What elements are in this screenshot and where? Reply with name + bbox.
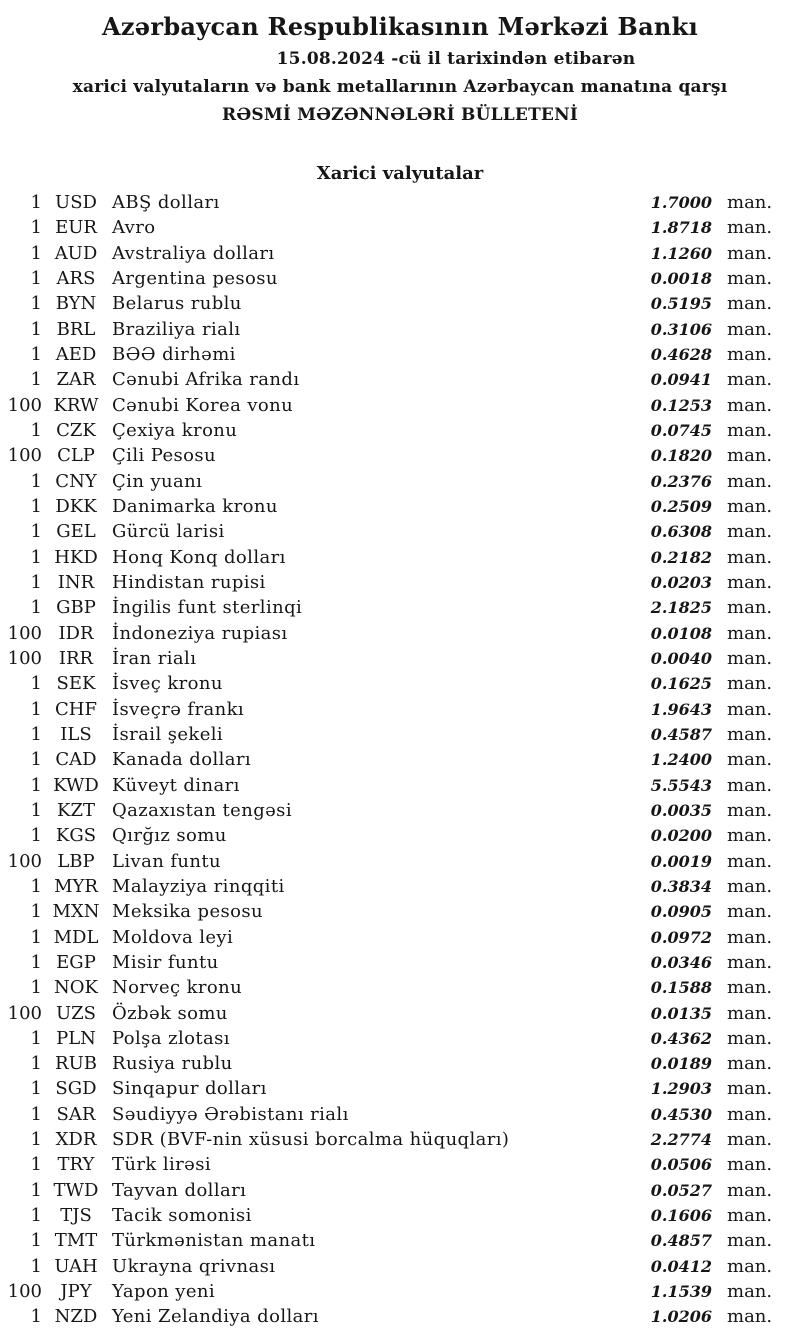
rate-row (0, 1001, 800, 1026)
currency-name-cell: Hindistan rupisi (112, 571, 266, 593)
unit-cell: man. (727, 419, 773, 441)
rate-row (0, 342, 800, 367)
currency-code-cell: BRL (56, 318, 96, 340)
currency-code-cell: LBP (57, 850, 95, 872)
rate-row (0, 494, 800, 519)
quantity-cell: 1 (30, 673, 42, 695)
currency-code-cell: TMT (54, 1230, 98, 1252)
unit-cell: man. (727, 774, 773, 796)
currency-name-cell: Tacik somonisi (112, 1205, 252, 1227)
rate-row (0, 697, 800, 722)
rate-value-cell: 1.1260 (650, 243, 712, 263)
currency-code-cell: KRW (53, 394, 99, 416)
quantity-cell: 1 (30, 495, 42, 517)
rate-row (0, 1076, 800, 1101)
rate-row (0, 443, 800, 468)
currency-code-cell: CHF (55, 698, 97, 720)
rate-value-cell: 0.2376 (650, 471, 712, 491)
unit-cell: man. (727, 217, 773, 239)
unit-cell: man. (727, 977, 773, 999)
rate-row (0, 545, 800, 570)
rate-row (0, 241, 800, 266)
quantity-cell: 100 (7, 622, 42, 644)
currency-name-cell: ABŞ dolları (112, 192, 220, 213)
quantity-cell: 1 (30, 293, 42, 315)
unit-cell: man. (727, 546, 773, 568)
currency-name-cell: Cənubi Afrika randı (112, 369, 300, 391)
rate-row (0, 367, 800, 392)
currency-name-cell: Norveç kronu (112, 977, 243, 999)
rate-row (0, 1026, 800, 1051)
quantity-cell: 1 (30, 419, 42, 441)
quantity-cell: 1 (30, 774, 42, 796)
currency-code-cell: GEL (56, 521, 96, 543)
currency-code-cell: ARS (56, 267, 96, 289)
quantity-cell: 1 (30, 1230, 42, 1252)
rate-value-cell: 0.4628 (650, 344, 712, 364)
quantity-cell: 1 (30, 951, 42, 973)
currency-code-cell: AUD (54, 242, 98, 264)
rate-row (0, 469, 800, 494)
quantity-cell: 1 (30, 470, 42, 492)
unit-cell: man. (727, 1053, 773, 1075)
rate-row (0, 874, 800, 899)
rate-row (0, 899, 800, 924)
quantity-cell: 1 (30, 318, 42, 340)
unit-cell: man. (727, 1078, 773, 1100)
currency-name-cell: Cənubi Korea vonu (112, 394, 294, 416)
currency-name-cell: İsveçrə frankı (112, 698, 245, 720)
quantity-cell: 100 (7, 1281, 42, 1303)
unit-cell: man. (727, 901, 773, 923)
rate-row (0, 1051, 800, 1076)
quantity-cell: 1 (30, 267, 42, 289)
rate-value-cell: 1.2400 (650, 750, 712, 770)
currency-code-cell: TWD (53, 1179, 99, 1201)
rate-value-cell: 0.1253 (650, 395, 712, 415)
currency-name-cell: Livan funtu (112, 850, 221, 872)
rate-value-cell: 0.0019 (650, 851, 712, 871)
unit-cell: man. (727, 394, 773, 416)
rate-row (0, 798, 800, 823)
currency-name-cell: Özbək somu (112, 1002, 228, 1024)
currency-name-cell: Avstraliya dolları (112, 242, 275, 264)
rate-value-cell: 5.5543 (650, 775, 712, 795)
unit-cell: man. (727, 825, 773, 847)
quantity-cell: 1 (30, 926, 42, 948)
rate-row (0, 266, 800, 291)
rate-value-cell: 0.0035 (650, 800, 712, 820)
currency-code-cell: ZAR (56, 369, 96, 391)
rate-row (0, 418, 800, 443)
currency-code-cell: SEK (56, 673, 96, 695)
currency-code-cell: AED (55, 343, 97, 365)
currency-name-cell: Kanada dolları (112, 749, 252, 771)
quantity-cell: 100 (7, 647, 42, 669)
unit-cell: man. (727, 1255, 773, 1277)
currency-code-cell: MXN (52, 901, 100, 923)
rate-value-cell: 0.1588 (650, 978, 712, 998)
rate-value-cell: 2.2774 (650, 1130, 712, 1150)
currency-name-cell: Sinqapur dolları (112, 1078, 267, 1100)
unit-cell: man. (727, 723, 773, 745)
unit-cell: man. (727, 1306, 773, 1328)
quantity-cell: 1 (30, 571, 42, 593)
unit-cell: man. (727, 1027, 773, 1049)
bank-title: Azərbaycan Respublikasının Mərkəzi Bankı (101, 12, 699, 41)
currency-name-cell: Argentina pesosu (112, 267, 278, 289)
rate-row (0, 975, 800, 1000)
currency-code-cell: KWD (53, 774, 99, 796)
quantity-cell: 1 (30, 825, 42, 847)
unit-cell: man. (727, 192, 773, 213)
currency-name-cell: İran rialı (112, 647, 197, 669)
currency-name-cell: Ukrayna qrivnası (112, 1255, 276, 1277)
rate-value-cell: 0.3106 (650, 319, 712, 339)
quantity-cell: 1 (30, 1027, 42, 1049)
currency-name-cell: Yeni Zelandiya dolları (112, 1306, 319, 1328)
quantity-cell: 100 (7, 850, 42, 872)
rate-row (0, 1102, 800, 1127)
currency-code-cell: PLN (56, 1027, 96, 1049)
rate-row (0, 773, 800, 798)
quantity-cell: 1 (30, 977, 42, 999)
unit-cell: man. (727, 267, 773, 289)
effective-date-line: 15.08.2024 -cü il tarixindən etibarən (276, 49, 636, 69)
rate-value-cell: 1.1539 (650, 1282, 712, 1302)
unit-cell: man. (727, 1281, 773, 1303)
rate-value-cell: 0.0745 (650, 420, 712, 440)
unit-cell: man. (727, 1179, 773, 1201)
currency-name-cell: Küveyt dinarı (112, 774, 240, 796)
currency-code-cell: MYR (54, 875, 98, 897)
quantity-cell: 100 (7, 394, 42, 416)
rate-row (0, 849, 800, 874)
quantity-cell: 100 (7, 445, 42, 467)
currency-name-cell: Polşa zlotası (112, 1027, 230, 1049)
currency-code-cell: XDR (55, 1129, 97, 1151)
quantity-cell: 1 (30, 242, 42, 264)
quantity-cell: 1 (30, 1205, 42, 1227)
rate-row (0, 722, 800, 747)
rate-row (0, 1279, 800, 1304)
unit-cell: man. (727, 698, 773, 720)
quantity-cell: 1 (30, 1255, 42, 1277)
rate-row (0, 1178, 800, 1203)
unit-cell: man. (727, 622, 773, 644)
rate-value-cell: 1.9643 (650, 699, 712, 719)
currency-code-cell: IRR (58, 647, 94, 669)
rate-row (0, 1228, 800, 1253)
currency-code-cell: EUR (55, 217, 97, 239)
currency-code-cell: NOK (54, 977, 98, 999)
currency-code-cell: CZK (56, 419, 96, 441)
rate-row (0, 393, 800, 418)
currency-code-cell: IDR (58, 622, 94, 644)
currency-code-cell: SAR (56, 1103, 96, 1125)
rate-value-cell: 0.0040 (650, 648, 712, 668)
currency-name-cell: Meksika pesosu (112, 901, 264, 923)
quantity-cell: 1 (30, 1306, 42, 1328)
currency-code-cell: INR (57, 571, 95, 593)
currency-name-cell: İngilis funt sterlinqi (112, 597, 303, 619)
currency-name-cell: Avro (112, 217, 156, 239)
rate-value-cell: 0.3834 (650, 876, 712, 896)
currency-name-cell: Gürcü larisi (112, 521, 225, 543)
rate-value-cell: 0.4857 (650, 1231, 712, 1251)
rate-value-cell: 0.0203 (650, 572, 712, 592)
quantity-cell: 1 (30, 875, 42, 897)
unit-cell: man. (727, 571, 773, 593)
currency-name-cell: Türkmənistan manatı (112, 1230, 316, 1252)
quantity-cell: 100 (7, 1002, 42, 1024)
rate-value-cell: 0.2182 (650, 547, 712, 567)
unit-cell: man. (727, 647, 773, 669)
rate-row (0, 190, 800, 215)
currency-code-cell: JPY (60, 1281, 92, 1303)
unit-cell: man. (727, 749, 773, 771)
unit-cell: man. (727, 1002, 773, 1024)
currency-code-cell: UZS (55, 1002, 96, 1024)
rate-value-cell: 2.1825 (650, 598, 712, 618)
currency-code-cell: MDL (53, 926, 99, 948)
rate-row (0, 925, 800, 950)
rate-value-cell: 0.0941 (650, 370, 712, 390)
rate-row (0, 823, 800, 848)
quantity-cell: 1 (30, 698, 42, 720)
rate-value-cell: 0.1606 (650, 1206, 712, 1226)
currency-name-cell: SDR (BVF-nin xüsusi borcalma hüquqları) (112, 1129, 510, 1151)
rate-value-cell: 0.4362 (650, 1028, 712, 1048)
currency-name-cell: Səudiyyə Ərəbistanı rialı (112, 1103, 349, 1125)
rate-value-cell: 0.0346 (650, 952, 712, 972)
rate-row (0, 215, 800, 240)
currency-code-cell: BYN (55, 293, 97, 315)
quantity-cell: 1 (30, 1179, 42, 1201)
currency-code-cell: USD (55, 192, 97, 213)
currency-code-cell: DKK (55, 495, 97, 517)
currency-name-cell: Qırğız somu (112, 825, 227, 847)
rate-row (0, 671, 800, 696)
rate-value-cell: 0.6308 (650, 522, 712, 542)
rate-value-cell: 0.4530 (650, 1104, 712, 1124)
quantity-cell: 1 (30, 1103, 42, 1125)
rate-value-cell: 1.0206 (650, 1307, 712, 1327)
rate-value-cell: 0.0972 (650, 927, 712, 947)
unit-cell: man. (727, 1129, 773, 1151)
currency-code-cell: GBP (56, 597, 96, 619)
rate-value-cell: 1.7000 (650, 193, 712, 212)
currency-code-cell: TJS (60, 1205, 92, 1227)
currency-name-cell: Moldova leyi (112, 926, 234, 948)
currency-name-cell: Yapon yeni (112, 1281, 216, 1303)
currency-name-cell: Tayvan dolları (112, 1179, 247, 1201)
rate-value-cell: 0.0412 (650, 1256, 712, 1276)
rate-row (0, 1304, 800, 1329)
rate-value-cell: 0.0527 (650, 1180, 712, 1200)
quantity-cell: 1 (30, 1129, 42, 1151)
unit-cell: man. (727, 1103, 773, 1125)
unit-cell: man. (727, 343, 773, 365)
rate-row (0, 646, 800, 671)
unit-cell: man. (727, 799, 773, 821)
rate-row (0, 1127, 800, 1152)
unit-cell: man. (727, 293, 773, 315)
rate-value-cell: 0.4587 (650, 724, 712, 744)
bulletin-title: RƏSMİ MƏZƏNNƏLƏRİ BÜLLETENİ (222, 105, 578, 125)
currency-code-cell: ILS (60, 723, 92, 745)
rate-row (0, 747, 800, 772)
unit-cell: man. (727, 1205, 773, 1227)
quantity-cell: 1 (30, 546, 42, 568)
currency-name-cell: Türk lirəsi (112, 1154, 211, 1176)
unit-cell: man. (727, 470, 773, 492)
unit-cell: man. (727, 242, 773, 264)
quantity-cell: 1 (30, 597, 42, 619)
currency-code-cell: NZD (54, 1306, 98, 1328)
currency-name-cell: BƏƏ dirhəmi (112, 343, 236, 365)
rate-row (0, 317, 800, 342)
currency-code-cell: SGD (55, 1078, 97, 1100)
quantity-cell: 1 (30, 343, 42, 365)
unit-cell: man. (727, 495, 773, 517)
quantity-cell: 1 (30, 1053, 42, 1075)
currency-name-cell: Belarus rublu (112, 293, 242, 315)
unit-cell: man. (727, 850, 773, 872)
unit-cell: man. (727, 318, 773, 340)
currency-code-cell: UAH (54, 1255, 98, 1277)
rate-value-cell: 1.2903 (650, 1079, 712, 1099)
currency-name-cell: Malayziya rinqqiti (112, 875, 285, 897)
unit-cell: man. (727, 369, 773, 391)
rate-row (0, 570, 800, 595)
currency-name-cell: Çexiya kronu (112, 419, 238, 441)
currency-code-cell: KGS (55, 825, 97, 847)
unit-cell: man. (727, 673, 773, 695)
rate-value-cell: 0.0905 (650, 902, 712, 922)
rate-value-cell: 0.0108 (650, 623, 712, 643)
currency-code-cell: TRY (57, 1154, 95, 1176)
rates-table (0, 190, 800, 1330)
rate-value-cell: 0.1625 (650, 674, 712, 694)
currency-code-cell: EGP (56, 951, 96, 973)
rate-row (0, 291, 800, 316)
currency-code-cell: RUB (55, 1053, 97, 1075)
currency-name-cell: Misir funtu (112, 951, 219, 973)
quantity-cell: 1 (30, 217, 42, 239)
rate-value-cell: 0.0135 (650, 1003, 712, 1023)
currency-code-cell: KZT (57, 799, 95, 821)
quantity-cell: 1 (30, 749, 42, 771)
quantity-cell: 1 (30, 369, 42, 391)
unit-cell: man. (727, 875, 773, 897)
section-title-foreign-currencies: Xarici valyutalar (316, 163, 484, 184)
rate-value-cell: 0.0200 (650, 826, 712, 846)
unit-cell: man. (727, 521, 773, 543)
currency-name-cell: Danimarka kronu (112, 495, 278, 517)
rate-row (0, 621, 800, 646)
unit-cell: man. (727, 926, 773, 948)
currency-name-cell: Çin yuanı (112, 470, 203, 492)
rate-value-cell: 0.1820 (650, 446, 712, 466)
currency-name-cell: Rusiya rublu (112, 1053, 233, 1075)
rate-value-cell: 0.0506 (650, 1155, 712, 1175)
rate-row (0, 950, 800, 975)
currency-code-cell: CAD (55, 749, 97, 771)
currency-name-cell: Çili Pesosu (112, 445, 217, 467)
currency-name-cell: Braziliya rialı (112, 318, 241, 340)
rate-row (0, 1152, 800, 1177)
quantity-cell: 1 (30, 1078, 42, 1100)
unit-cell: man. (727, 1230, 773, 1252)
quantity-cell: 1 (30, 901, 42, 923)
currency-code-cell: CNY (55, 470, 97, 492)
unit-cell: man. (727, 597, 773, 619)
unit-cell: man. (727, 1154, 773, 1176)
quantity-cell: 1 (30, 723, 42, 745)
currency-name-cell: Honq Konq dolları (112, 546, 286, 568)
currency-name-cell: Qazaxıstan tengəsi (112, 799, 292, 821)
document-header (0, 8, 800, 129)
quantity-cell: 1 (30, 799, 42, 821)
currency-name-cell: İsveç kronu (112, 673, 223, 695)
rate-value-cell: 1.8718 (650, 218, 712, 238)
quantity-cell: 1 (30, 1154, 42, 1176)
rate-row (0, 1254, 800, 1279)
rate-row (0, 1203, 800, 1228)
currency-code-cell: CLP (57, 445, 95, 467)
rate-value-cell: 0.2509 (650, 496, 712, 516)
quantity-cell: 1 (30, 192, 42, 213)
rate-row (0, 595, 800, 620)
rate-value-cell: 0.0189 (650, 1054, 712, 1074)
rate-value-cell: 0.5195 (650, 294, 712, 314)
currency-code-cell: HKD (54, 546, 98, 568)
quantity-cell: 1 (30, 521, 42, 543)
currency-name-cell: İndoneziya rupiası (112, 622, 288, 644)
unit-cell: man. (727, 951, 773, 973)
currency-name-cell: İsrail şekeli (112, 723, 224, 745)
rate-value-cell: 0.0018 (650, 268, 712, 288)
rate-row (0, 519, 800, 544)
unit-cell: man. (727, 445, 773, 467)
subtitle-line: xarici valyutaların və bank metallarının Azərbaycan manatına qarşı (72, 77, 728, 97)
